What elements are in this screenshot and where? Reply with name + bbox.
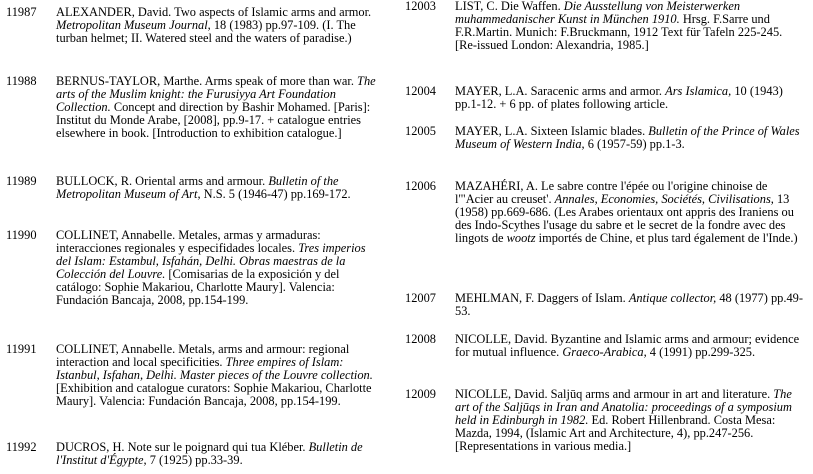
entry-authors-title: MEHLMAN, F. Daggers of Islam. [455,291,629,305]
entry-details: Concept and direction by Bashir Mohamed. [Paris]: Institut du Monde Arabe, [2008], pp.9-17. + catalogue entries elsewhere in book. [Introduction to exhibition catalogue.] [56,100,371,140]
entry-number: 12004 [405,84,436,98]
entry-source: Die Ausstellung von Meisterwerken muhammedanischer Kunst in München 1910. [455,0,741,26]
entry-text [56,75,381,140]
entry-number: 12009 [405,387,436,401]
entry-details: Ed. Robert Hillenbrand. Costa Mesa: Mazda, 1994, (Islamic Art and Architecture, 4), pp.247-256. [Representations in various media.] [455,413,776,453]
entry-authors-title: LIST, C. Die Waffen. [455,0,564,13]
bibliography-entry [405,333,807,359]
entry-text [455,333,807,359]
entry-number: 11989 [6,174,37,188]
entry-authors-title: NICOLLE, David. Saljūq arms and armour in art and literature. [455,387,774,401]
entry-details: 13 (1958) pp.669-686. (Les Arabes orientaux ont appris des Iraniens ou des Indo-Scythes l'usage du sabre et le secret de la fondre avec des lingots de [455,192,794,245]
entry-details: N.S. 5 (1946-47) pp.169-172. [200,187,351,201]
entry-number: 11987 [6,5,37,19]
entry-text [455,125,807,151]
entry-number: 11990 [6,228,37,242]
entry-details: 6 (1957-59) pp.1-3. [584,137,685,151]
entry-authors-title: DUCROS, H. Note sur le poignard qui tua Kléber. [56,440,309,454]
bibliography-entry [405,388,807,453]
entry-source: The arts of the Muslim knight: the Furusiyya Art Foundation Collection. [56,74,376,114]
entry-number: 12003 [405,0,436,13]
entry-source: Bulletin de l'Institut d'Égypte, [56,440,363,467]
entry-source: The art of the Saljūqs in Iran and Anatolia: proceedings of a symposium held in Edinburgh in 1982. [455,387,792,427]
entry-source: Annales, Economies, Sociétés, Civilisations, [554,192,774,206]
entry-number: 12007 [405,291,436,305]
entry-text [455,0,807,52]
entry-details: 48 (1977) pp.49-53. [455,291,803,318]
entry-source: Antique collector, [628,291,717,305]
entry-details: [Comisarias de la exposición y del catálogo: Sophie Makariou, Charlotte Maury]. Valencia: Fundación Bancaja, 2008, pp.154-199. [56,267,340,307]
entry-text [56,175,381,201]
bibliography-entry [6,75,381,140]
entry-details: [Exhibition and catalogue curators: Sophie Makariou, Charlotte Maury]. Valencia: Fundación Bancaja, 2008, pp.154-199. [56,381,372,408]
bibliography-entry [6,229,381,307]
entry-authors-title: MAYER, L.A. Saracenic arms and armor. [455,84,666,98]
entry-authors-title: MAYER, L.A. Sixteen Islamic blades. [455,124,649,138]
entry-details: 7 (1925) pp.33-39. [146,453,243,467]
bibliography-entry [405,180,807,245]
entry-authors-title: MAZAHÉRI, A. Le sabre contre l'épée ou l'origine chinoise de l'"Acier au creuset'. [455,179,768,206]
bibliography-entry [405,125,807,151]
entry-source: Three empires of Islam: Istanbul, Isfahan, Delhi. Master pieces of the Louvre collection. [56,355,373,382]
entry-authors-title: COLLINET, Annabelle. Metales, armas y armaduras: interacciones regionales y especifidades locales. [56,228,321,255]
entry-source: Ars Islamica, [665,84,732,98]
entry-text [56,441,381,467]
entry-number: 12006 [405,179,436,193]
entry-text [455,180,807,245]
entry-source: Graeco-Arabica, [562,345,647,359]
entry-number: 11992 [6,440,37,454]
entry-text [56,6,381,45]
entry-details: Hrsg. F.Sarre und F.R.Martin. Munich: F.Bruckmann, 1912 Text für Tafeln 225-245. [Re-issued London: Alexandria, 1985.] [455,12,783,52]
entry-source: Metropolitan Museum Journal, [56,18,211,32]
entry-text [56,229,381,307]
entry-number: 11988 [6,74,37,88]
entry-number: 12008 [405,332,436,346]
entry-text [455,292,807,318]
bibliography-entry [405,85,807,111]
bibliography-entry [405,292,807,318]
entry-authors-title: ALEXANDER, David. Two aspects of Islamic arms and armor. [56,5,372,19]
entry-text [455,388,807,453]
entry-authors-title: BERNUS-TAYLOR, Marthe. Arms speak of more than war. [56,74,358,88]
entry-authors-title: BULLOCK, R. Oriental arms and armour. [56,174,269,188]
bibliography-entry [6,441,381,467]
entry-source: Bulletin of the Prince of Wales Museum of Western India, [455,124,800,151]
bibliography-entry [6,6,381,45]
entry-term: wootz [506,231,536,245]
entry-text [56,343,381,408]
entry-authors-title: COLLINET, Annabelle. Metals, arms and armour: regional interaction and local specificities. [56,342,350,369]
entry-details: 10 (1943) pp.1-12. + 6 pp. of plates following article. [455,84,783,111]
entry-details-end: importés de Chine, et plus tard également de l'Inde.) [535,231,798,245]
entry-source: Tres imperios del Islam: Estambul, Isfahán, Delhi. Obras maestras de la Colección del Louvre. [56,241,366,281]
entry-source: Bulletin of the Metropolitan Museum of Art, [56,174,339,201]
entry-number: 11991 [6,342,37,356]
bibliography-entry [6,175,381,201]
entry-number: 12005 [405,124,436,138]
bibliography-entry [405,0,807,52]
entry-details: 18 (1983) pp.97-109. (I. The turban helmet; II. Watered steel and the waters of paradise.) [56,18,356,45]
entry-details: 4 (1991) pp.299-325. [646,345,756,359]
entry-text [455,85,807,111]
entry-authors-title: NICOLLE, David. Byzantine and Islamic arms and armour; evidence for mutual influence. [455,332,800,359]
bibliography-entry [6,343,381,408]
